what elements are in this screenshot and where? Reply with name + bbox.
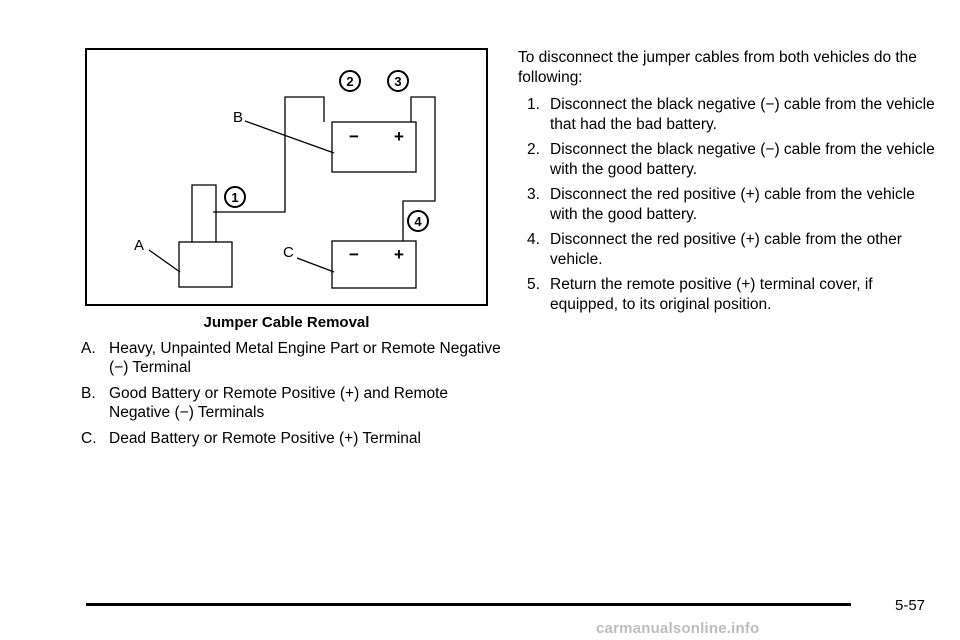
- step-text: Disconnect the black negative (−) cable from the vehicle with the good battery.: [550, 141, 935, 178]
- step-number: 4.: [527, 231, 540, 248]
- number-marker-4: [408, 211, 428, 231]
- figure-legend: [81, 339, 501, 455]
- diagram-drawing: [87, 50, 486, 304]
- number-marker-3: [388, 71, 408, 91]
- legend-marker: A.: [81, 340, 96, 357]
- step-number: 1.: [527, 96, 540, 113]
- legend-item-a: [81, 339, 501, 377]
- number-marker-4-label: 4: [414, 214, 422, 229]
- callout-c: C: [283, 244, 294, 261]
- leader-line-a: [149, 250, 180, 272]
- number-marker-1-label: 1: [231, 190, 239, 205]
- engine-part-bracket: [192, 185, 216, 242]
- number-marker-2: [340, 71, 360, 91]
- step-text: Disconnect the red positive (+) cable from the vehicle with the good battery.: [550, 186, 915, 223]
- callout-a: A: [134, 237, 145, 254]
- instructions-column: [518, 48, 938, 320]
- page-number: 5-57: [895, 597, 926, 614]
- step-item: [518, 230, 938, 269]
- dead-battery-negative-terminal: −: [349, 245, 359, 264]
- legend-text: Good Battery or Remote Positive (+) and Remote Negative (−) Terminals: [109, 385, 449, 421]
- instruction-steps: [518, 95, 938, 314]
- step-item: [518, 95, 938, 134]
- number-marker-2-label: 2: [346, 74, 354, 89]
- good-battery-negative-terminal: −: [349, 127, 359, 146]
- jumper-cable-diagram: [85, 48, 488, 306]
- number-marker-1: [225, 187, 245, 207]
- step-item: [518, 140, 938, 179]
- legend-item-c: [81, 429, 501, 448]
- leader-line-c: [297, 258, 334, 272]
- legend-item-b: [81, 384, 501, 422]
- instructions-intro: To disconnect the jumper cables from both vehicles do the following:: [518, 49, 917, 86]
- step-text: Return the remote positive (+) terminal cover, if equipped, to its original position.: [550, 276, 873, 313]
- engine-part-block: [179, 242, 232, 287]
- good-battery-positive-terminal: +: [394, 127, 404, 146]
- step-number: 5.: [527, 276, 540, 293]
- figure-caption: Jumper Cable Removal: [203, 314, 370, 331]
- number-marker-3-label: 3: [394, 74, 402, 89]
- legend-text: Dead Battery or Remote Positive (+) Terminal: [109, 430, 421, 447]
- callout-b: B: [233, 109, 244, 126]
- step-item: [518, 275, 938, 314]
- legend-marker: C.: [81, 430, 97, 447]
- leader-line-b: [245, 121, 334, 153]
- step-text: Disconnect the black negative (−) cable from the vehicle that had the bad battery.: [550, 96, 935, 133]
- step-number: 2.: [527, 141, 540, 158]
- dead-battery-positive-terminal: +: [394, 245, 404, 264]
- watermark: carmanualsonline.info: [596, 620, 760, 637]
- footer-rule: [86, 603, 851, 606]
- step-item: [518, 185, 938, 224]
- step-number: 3.: [527, 186, 540, 203]
- legend-marker: B.: [81, 385, 96, 402]
- legend-text: Heavy, Unpainted Metal Engine Part or Remote Negative (−) Terminal: [109, 340, 501, 376]
- step-text: Disconnect the red positive (+) cable from the other vehicle.: [550, 231, 902, 268]
